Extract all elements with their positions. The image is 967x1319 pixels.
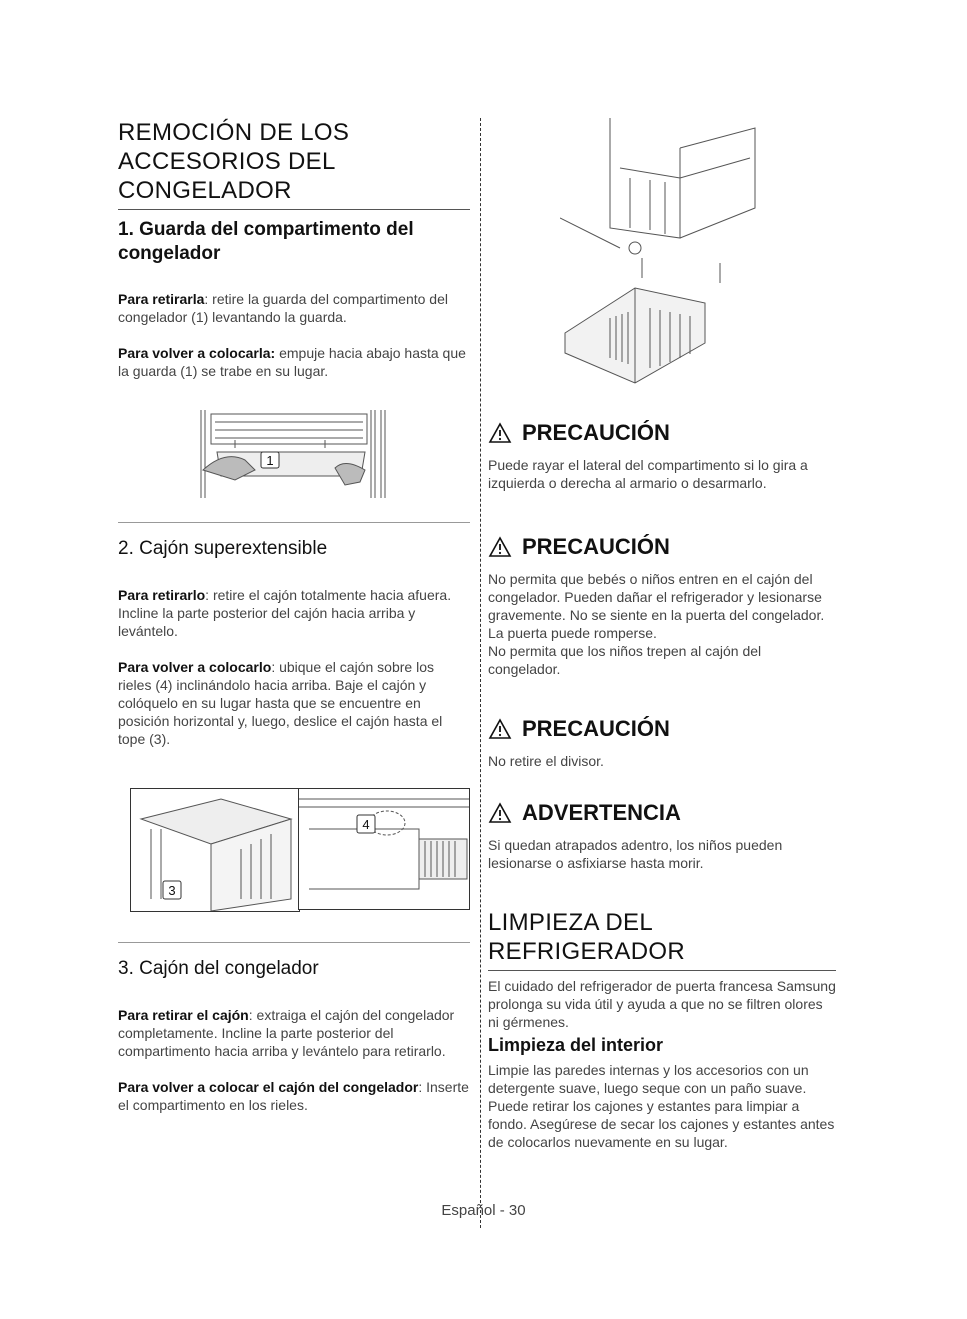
title-rule	[118, 209, 470, 210]
title-line: ACCESORIOS DEL	[118, 148, 336, 175]
warning-triangle-icon	[488, 802, 512, 824]
drawer-ext-replace-body: : ubique el cajón sobre los rieles (4) inclinándolo hacia arriba. Baje el cajón y colóquelo en su lugar hasta que se encuentre en posición horizontal y, luego, deslice el cajón hasta el tope (3).	[118, 659, 443, 747]
caution-title-3: PRECAUCIÓN	[522, 716, 670, 741]
guard-replace-body: empuje hacia abajo hasta que la guarda (1) se trabe en su lugar.	[118, 345, 466, 379]
caution-text-2: No permita que bebés o niños entren en el cajón del congelador. Pueden dañar el refrigerador y lesionarse gravemente. No se siente en la puerta del congelador. La puerta puede romperse.	[488, 571, 825, 641]
guard-illustration	[195, 410, 390, 498]
subsection-title-interior: Limpieza del interior	[488, 1035, 664, 1055]
caution-heading-2	[488, 534, 836, 560]
drawer-ext-remove-text	[118, 586, 470, 640]
warning-triangle-icon	[488, 718, 512, 740]
subsection-title-freezer-drawer: 3. Cajón del congelador	[118, 958, 319, 979]
subsection-title-guard	[118, 218, 470, 266]
freezer-drawer-remove-text	[118, 1006, 470, 1060]
title-line: REMOCIÓN DE LOS	[118, 119, 350, 146]
freezer-drawer-remove-label: Para retirar el cajón	[118, 1007, 249, 1023]
drawer-ext-replace-text	[118, 658, 470, 748]
drawer-slide-illustration	[298, 788, 470, 910]
caution-title-2: PRECAUCIÓN	[522, 534, 670, 559]
freezer-drawer-replace-text	[118, 1078, 470, 1114]
drawer-callout-4: 4	[362, 817, 370, 832]
freezer-drawer-replace-body: : Inserte el compartimento en los rieles.	[118, 1079, 469, 1113]
warning-triangle-icon	[488, 422, 512, 444]
drawer-ext-replace-label: Para volver a colocarlo	[118, 659, 272, 675]
drawer-ext-remove-label: Para retirarlo	[118, 587, 206, 603]
section-title-cleaning	[488, 908, 836, 966]
subsection-drawer-ext	[118, 538, 470, 748]
title-rule	[488, 970, 836, 971]
warning-triangle-icon	[488, 536, 512, 558]
guard-replace-label: Para volver a colocarla:	[118, 345, 276, 361]
guard-remove-text	[118, 290, 470, 326]
cleaning-intro: El cuidado del refrigerador de puerta francesa Samsung prolonga su vida útil y ayuda a que no se filtren olores ni gérmenes.	[488, 978, 836, 1030]
caution-block-3	[488, 716, 836, 770]
rule-sub2	[118, 522, 470, 523]
page-footer: Español - 30	[441, 1202, 526, 1219]
guard-remove-body: : retire la guarda del compartimento del congelador (1) levantando la guarda.	[118, 291, 448, 325]
subsection-title-drawer-ext: 2. Cajón superextensible	[118, 538, 328, 559]
freezer-drawer-remove-body: : extraiga el cajón del congelador completamente. Incline la parte posterior del compartimento hacia arriba y levántelo para retirarlo.	[118, 1007, 455, 1059]
freezer-drawer-replace-label: Para volver a colocar el cajón del congelador	[118, 1079, 419, 1095]
guard-replace-text	[118, 344, 470, 380]
caution-title-1: PRECAUCIÓN	[522, 420, 670, 445]
caution-heading-3	[488, 716, 836, 742]
column-divider	[480, 118, 481, 1228]
caution-block-2	[488, 534, 836, 678]
caution-heading-1	[488, 420, 836, 446]
drawer-callout-3: 3	[168, 883, 176, 898]
caution-block-1	[488, 420, 836, 492]
caution-text-2b: No permita que los niños trepen al cajón del congelador.	[488, 643, 762, 677]
warning-block	[488, 800, 836, 872]
warning-heading	[488, 800, 836, 826]
cleaning-section	[488, 908, 836, 1151]
warning-text: Si quedan atrapados adentro, los niños pueden lesionarse o asfixiarse hasta morir.	[488, 837, 783, 871]
subsection-freezer-drawer	[118, 958, 470, 1114]
caution-text-1: Puede rayar el lateral del compartimento si lo gira a izquierda o derecha al armario o desarmarlo.	[488, 457, 808, 491]
title-line: REFRIGERADOR	[488, 938, 685, 965]
guard-callout: 1	[266, 453, 274, 468]
rule-sub3	[118, 942, 470, 943]
subtitle-line: congelador	[118, 243, 221, 264]
drawer-rail-illustration	[130, 788, 300, 912]
warning-title: ADVERTENCIA	[522, 800, 681, 825]
left-column	[118, 118, 470, 380]
interior-cleaning-text: Limpie las paredes internas y los accesorios con un detergente suave, luego seque con un paño suave. Puede retirar los cajones y estantes para limpiar a fondo. Asegúrese de secar los cajones y estantes antes de colocarlos nuevamente en su lugar.	[488, 1062, 835, 1150]
freezer-basket-illustration	[560, 118, 770, 390]
caution-text-3: No retire el divisor.	[488, 753, 604, 769]
section-title-removal	[118, 118, 470, 205]
guard-remove-label: Para retirarla	[118, 291, 205, 307]
title-line: CONGELADOR	[118, 177, 292, 204]
drawer-ext-remove-body: : retire el cajón totalmente hacia afuera. Incline la parte posterior del cajón hacia arriba y levántelo.	[118, 587, 452, 639]
subtitle-line: 1. Guarda del compartimento del	[118, 219, 414, 240]
title-line: LIMPIEZA DEL	[488, 909, 653, 936]
